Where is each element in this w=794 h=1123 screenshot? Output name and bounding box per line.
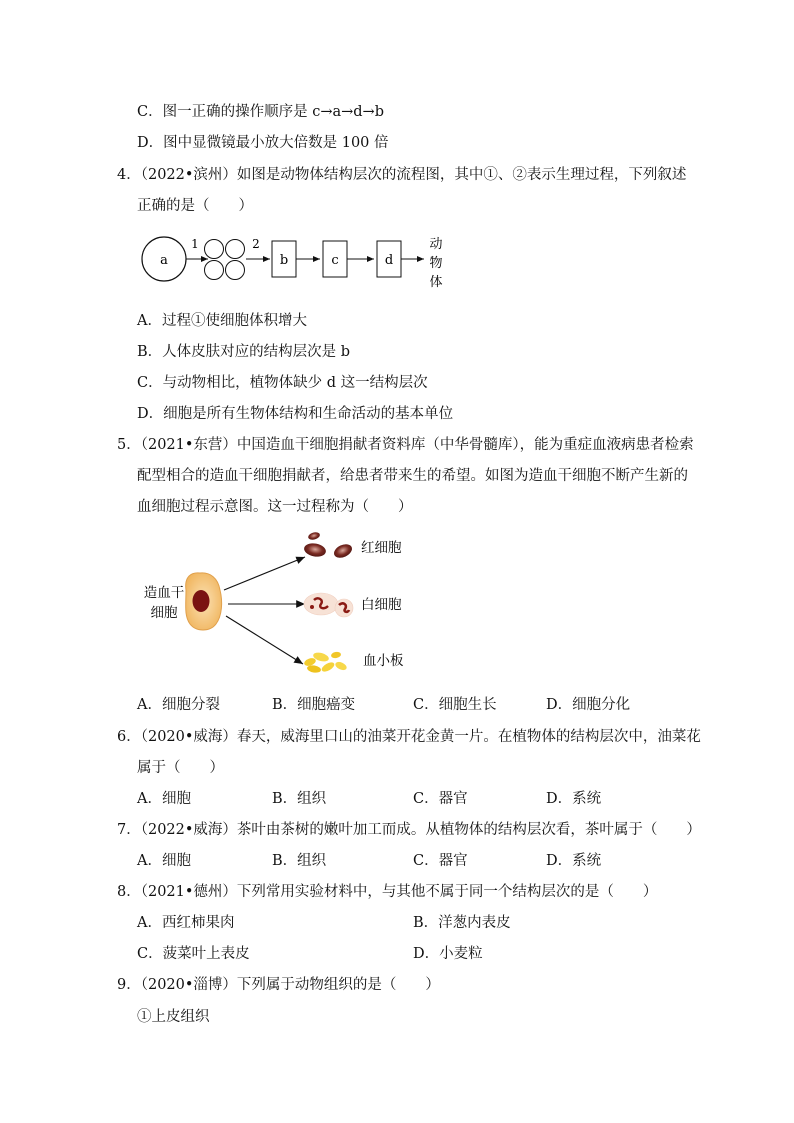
animal-label-2: 物 bbox=[429, 256, 443, 271]
q6-option-c: C．器官 bbox=[413, 791, 468, 807]
animal-label-3: 体 bbox=[429, 275, 443, 290]
cell-circle bbox=[205, 261, 224, 280]
cell-circle bbox=[205, 240, 224, 259]
white-cells-label: 白细胞 bbox=[361, 597, 402, 613]
red-blood-cells-image bbox=[303, 531, 354, 560]
q5-hematopoiesis-diagram bbox=[138, 528, 428, 688]
q4-stem-line-1: 4．（2022•滨州）如图是动物体结构层次的流程图，其中①、②表示生理过程，下列叙述 bbox=[117, 167, 687, 183]
q6-option-b: B．组织 bbox=[272, 791, 327, 807]
q8-stem-line-1: 8．（2021•德州）下列常用实验材料中，与其他不属于同一个结构层次的是（ ） bbox=[117, 884, 658, 900]
q7-stem-line-1: 7．（2022•威海）茶叶由茶树的嫩叶加工而成。从植物体的结构层次看，茶叶属于（ ） bbox=[117, 822, 701, 838]
red-cells-label: 红细胞 bbox=[361, 540, 402, 556]
step-2-label: 2 bbox=[252, 237, 260, 251]
box-b-label: b bbox=[279, 253, 289, 268]
arrow-to-platelets bbox=[226, 616, 303, 664]
q9-item-1: ①上皮组织 bbox=[137, 1009, 210, 1025]
q5-stem-line-3: 血细胞过程示意图。这一过程称为（ ） bbox=[137, 499, 413, 515]
q8-option-a: A．西红柿果肉 bbox=[137, 915, 235, 931]
q8-option-c: C．菠菜叶上表皮 bbox=[137, 946, 250, 962]
platelets-label: 血小板 bbox=[363, 653, 404, 669]
stem-cell-label-2: 细胞 bbox=[150, 605, 178, 621]
step-1-label: 1 bbox=[191, 237, 199, 251]
q8-option-d: D．小麦粒 bbox=[413, 946, 483, 962]
q5-option-a: A．细胞分裂 bbox=[137, 697, 220, 713]
q6-option-a: A．细胞 bbox=[137, 791, 191, 807]
q4-option-a: A．过程①使细胞体积增大 bbox=[137, 313, 307, 329]
arrow-to-red-cells bbox=[224, 557, 305, 590]
circle-a-label: a bbox=[160, 253, 168, 268]
q3-option-d: D．图中显微镜最小放大倍数是 100 倍 bbox=[137, 135, 389, 151]
cell-circle bbox=[226, 261, 245, 280]
box-c-label: c bbox=[331, 253, 339, 268]
q4-stem-line-2: 正确的是（ ） bbox=[137, 198, 253, 214]
white-blood-cells-image bbox=[304, 593, 353, 617]
q5-stem-line-2: 配型相合的造血干细胞捐献者，给患者带来生的希望。如图为造血干细胞不断产生新的 bbox=[137, 468, 688, 484]
platelets-image bbox=[303, 651, 348, 674]
q6-stem-line-2: 属于（ ） bbox=[137, 760, 224, 776]
q7-option-d: D．系统 bbox=[546, 853, 602, 869]
q4-option-d: D．细胞是所有生物体结构和生命活动的基本单位 bbox=[137, 406, 454, 422]
q8-option-b: B．洋葱内表皮 bbox=[413, 915, 511, 931]
stem-cell-label-1: 造血干 bbox=[143, 585, 185, 601]
q6-option-d: D．系统 bbox=[546, 791, 602, 807]
q5-option-c: C．细胞生长 bbox=[413, 697, 497, 713]
animal-label-1: 动 bbox=[429, 237, 443, 252]
q3-option-c: C．图一正确的操作顺序是 c→a→d→b bbox=[137, 104, 384, 120]
q7-option-b: B．组织 bbox=[272, 853, 327, 869]
cell-circle bbox=[226, 240, 245, 259]
q4-structure-flow-diagram bbox=[140, 228, 470, 298]
q9-stem-line-1: 9．（2020•淄博）下列属于动物组织的是（ ） bbox=[117, 977, 440, 993]
q7-option-a: A．细胞 bbox=[137, 853, 191, 869]
box-d-label: d bbox=[384, 253, 394, 268]
q5-option-d: D．细胞分化 bbox=[546, 697, 631, 713]
q5-option-b: B．细胞癌变 bbox=[272, 697, 356, 713]
q4-option-b: B．人体皮肤对应的结构层次是 b bbox=[137, 344, 351, 360]
q5-stem-line-1: 5．（2021•东营）中国造血干细胞捐献者资料库（中华骨髓库），能为重症血液病患者检索 bbox=[117, 437, 694, 453]
q6-stem-line-1: 6．（2020•威海）春天，威海里口山的油菜开花金黄一片。在植物体的结构层次中，油菜花 bbox=[117, 729, 701, 745]
stem-cell-image bbox=[186, 573, 222, 630]
q4-option-c: C．与动物相比，植物体缺少 d 这一结构层次 bbox=[137, 375, 428, 391]
q7-option-c: C．器官 bbox=[413, 853, 468, 869]
